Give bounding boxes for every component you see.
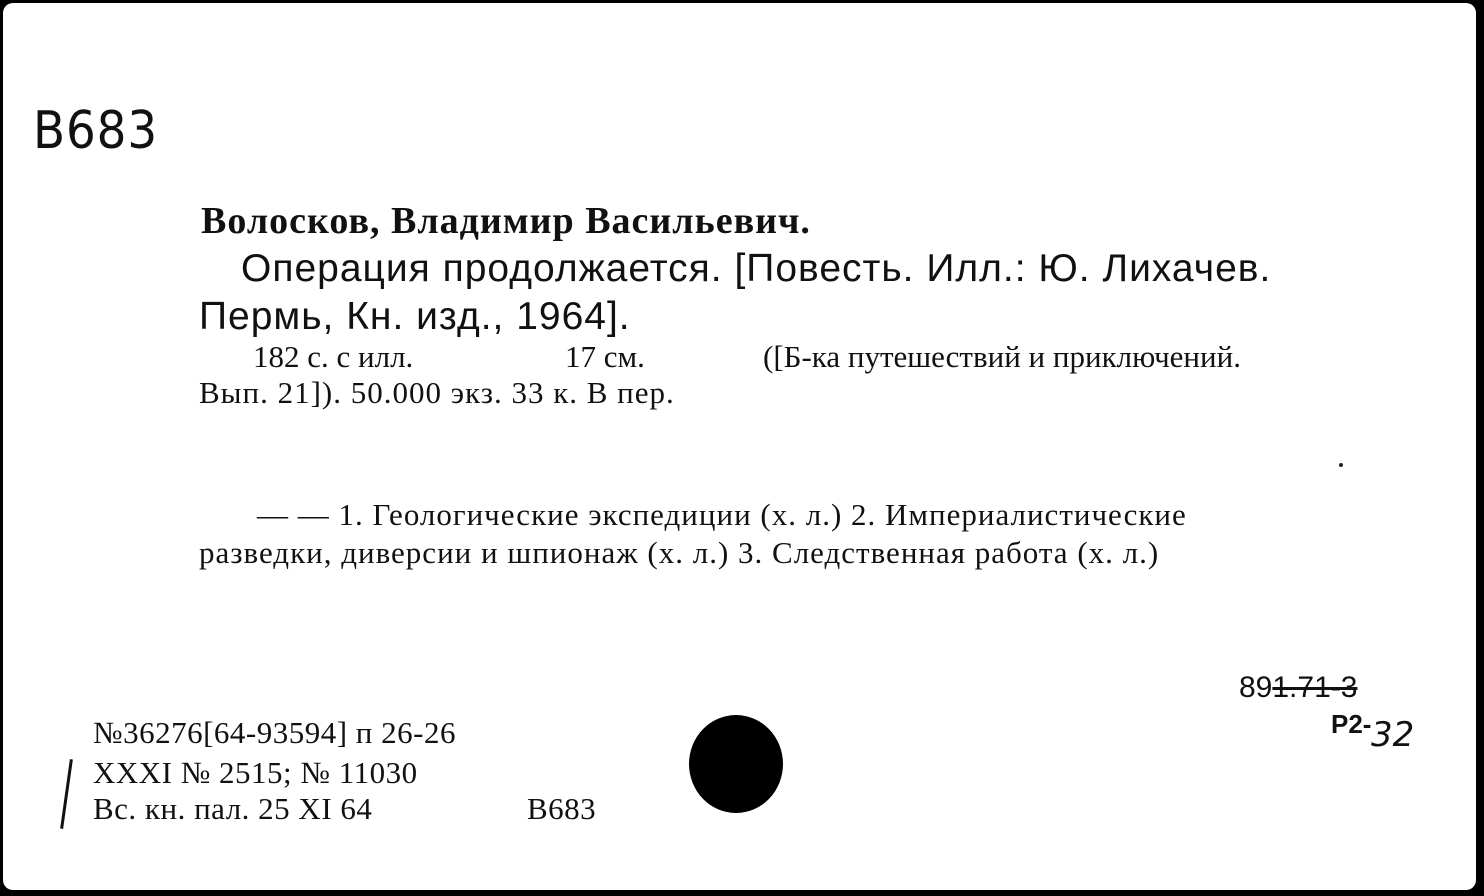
series-info: ([Б-ка путешествий и приключений. (763, 339, 1241, 374)
subject-headings-line-2: разведки, диверсии и шпионаж (х. л.) 3. Следственная работа (х. л.) (199, 535, 1160, 570)
classification-number (1239, 671, 1357, 705)
record-code: B683 (527, 791, 597, 826)
title-line-2: Пермь, Кн. изд., 1964]. (199, 295, 631, 338)
physical-description-line-2: Вып. 21]). 50.000 экз. 33 к. В пер. (199, 375, 675, 410)
author-name: Волосков, Владимир Васильевич. (201, 200, 811, 242)
handwritten-classification: 32 (1371, 715, 1415, 755)
size-info: 17 см. (565, 339, 645, 374)
punch-hole (689, 715, 783, 813)
classification-prefix: 89 (1239, 671, 1273, 704)
title-line-1: Операция продолжается. [Повесть. Илл.: Ю. Лихачев. (241, 247, 1272, 290)
ink-speck (1339, 463, 1343, 467)
classification-number-2: Р2- (1331, 709, 1372, 739)
record-chamber-line (93, 791, 597, 827)
record-registry-line: XXXI № 2515; № 11030 (93, 755, 418, 790)
pages-info: 182 с. с илл. (253, 339, 414, 374)
classification-struck-part: 1.71-3 (1272, 671, 1358, 704)
chamber-date: Вс. кн. пал. 25 XI 64 (93, 791, 373, 826)
catalog-card (3, 3, 1476, 890)
record-number-line: №36276[64-93594] п 26-26 (93, 715, 456, 750)
handwritten-call-number: B683 (33, 101, 159, 161)
subject-headings-line-1: — — 1. Геологические экспедиции (х. л.) 2. Империалистические (257, 497, 1187, 532)
pencil-mark-icon (60, 759, 73, 829)
